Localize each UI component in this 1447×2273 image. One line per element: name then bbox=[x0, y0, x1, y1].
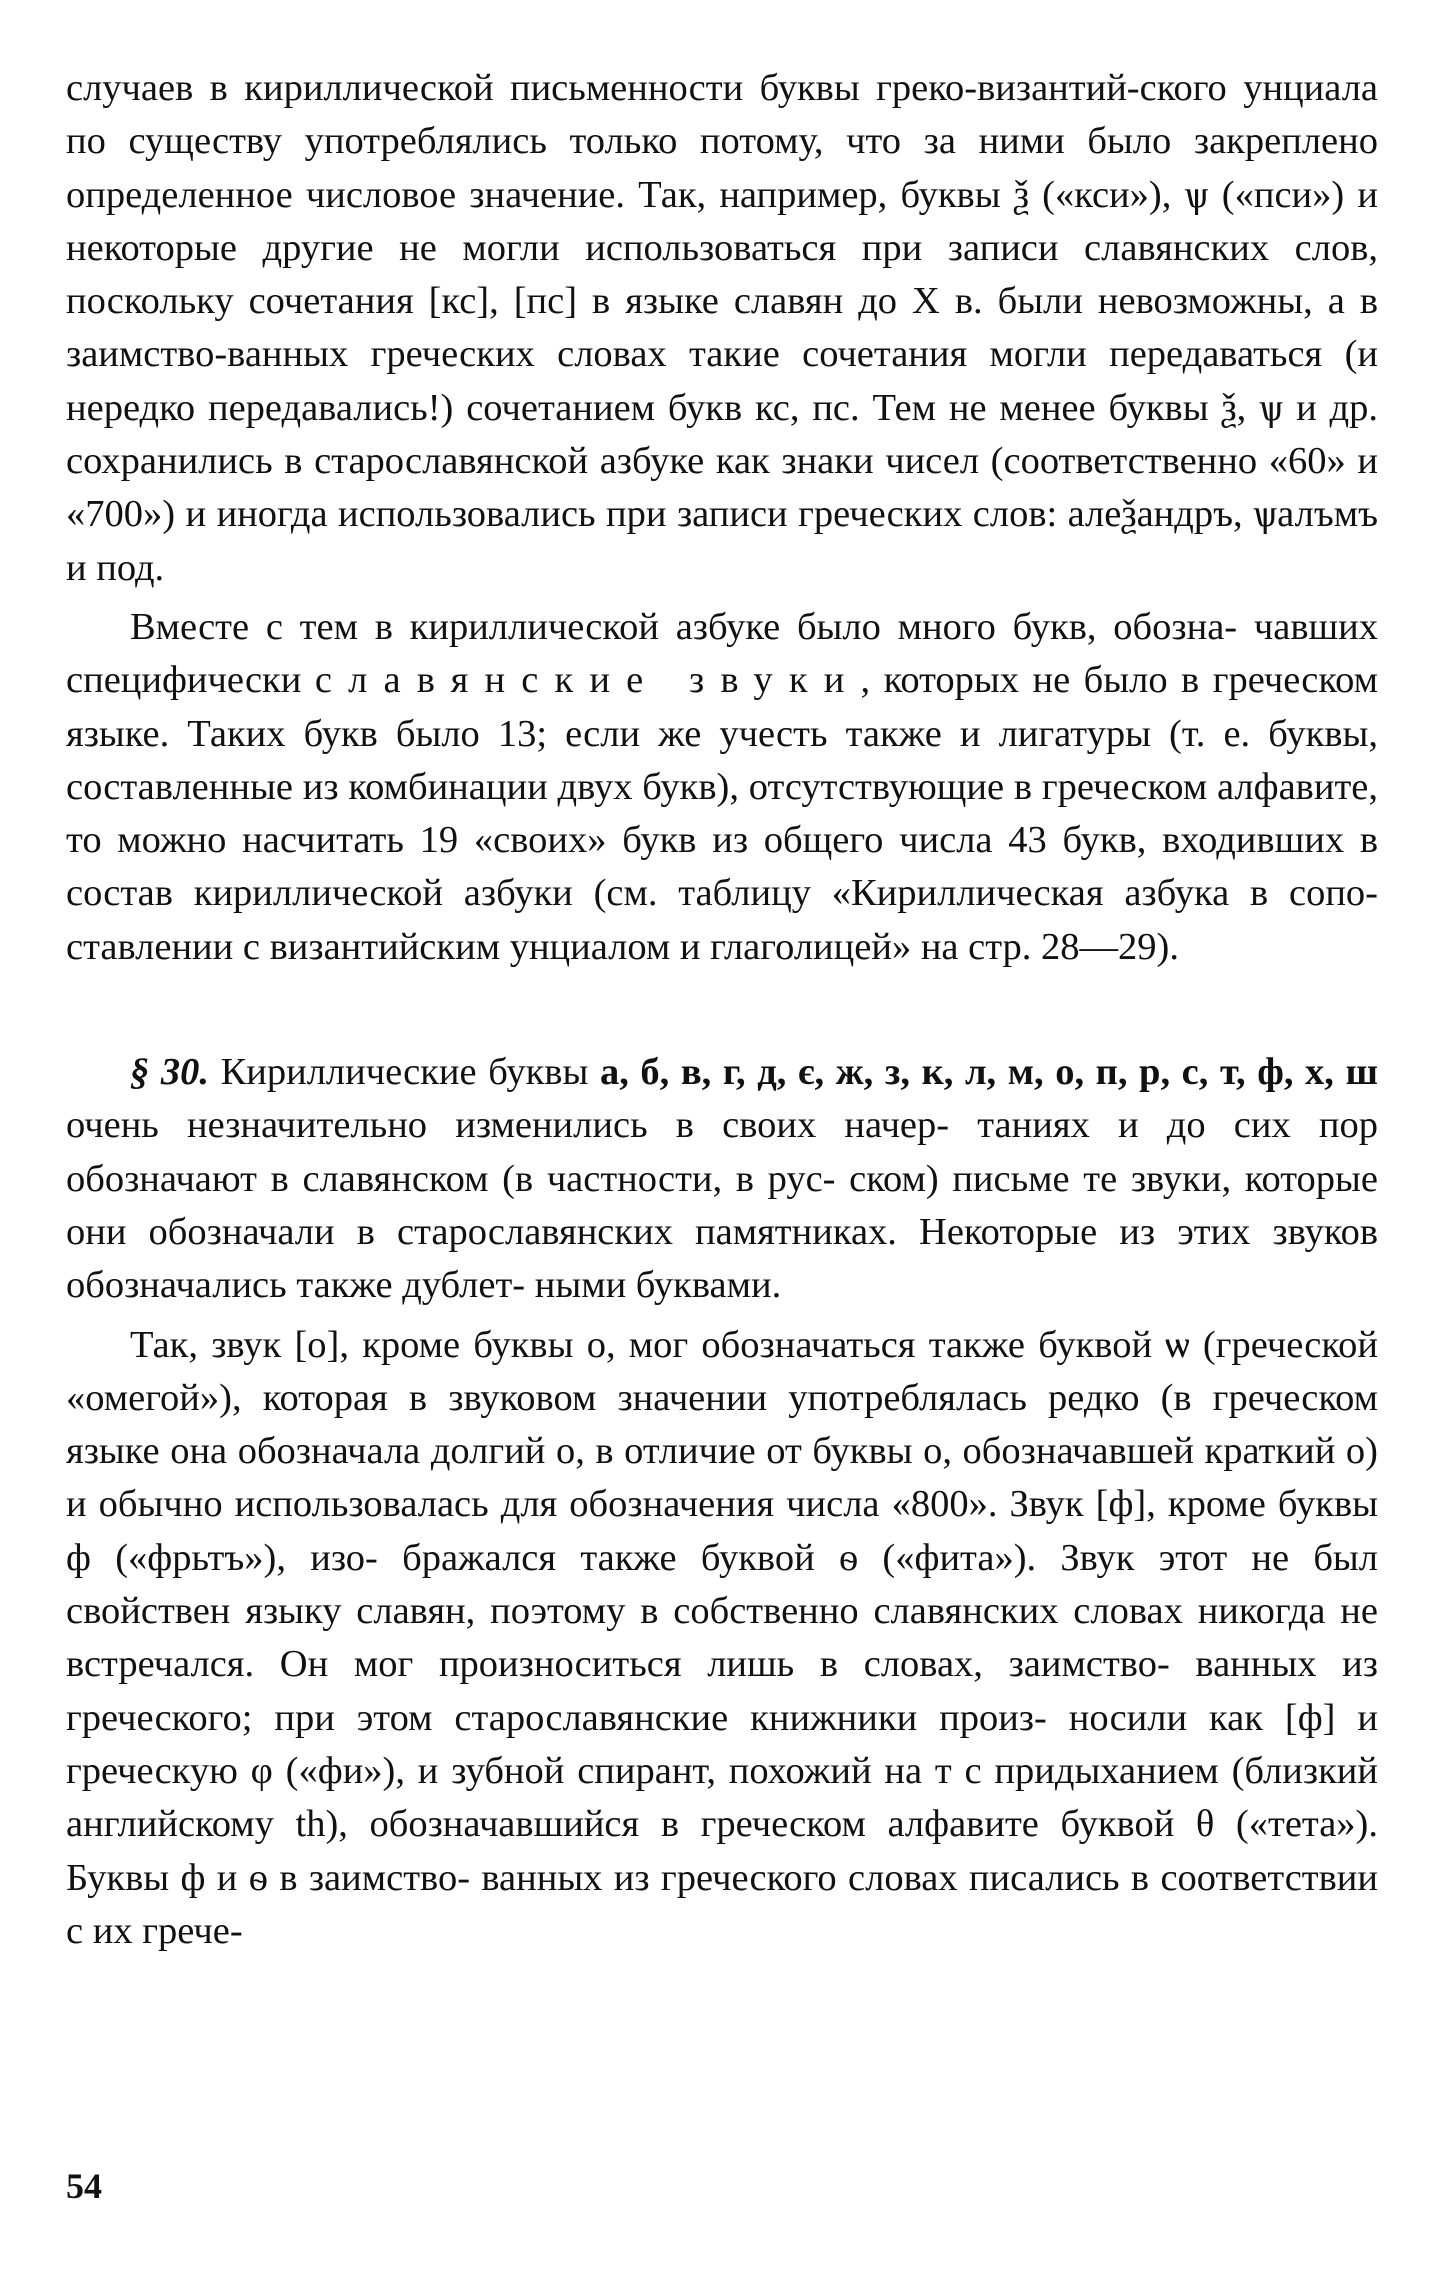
paragraph-3 bbox=[66, 1046, 1378, 1312]
page-number: 54 bbox=[66, 2166, 102, 2206]
emphasized-spaced-phrase: славянские звуки bbox=[314, 659, 861, 702]
paragraph-4: Так, звук [о], кроме буквы о, мог обозначаться также буквой ѡ (греческой «омегой»), которая в звуковом значении употреблялась редко (в греческом языке она обозначала долгий о, в отличие от буквы о, обозначавшей краткий о) и обычно использовалась для обозначения числа «800». Звук [ф], кроме буквы ф («фрьтъ»), изо- бражался также буквой ѳ («фита»). Звук этот не был свойствен языку славян, поэтому в собственно славянских словах никогда не встречался. Он мог произноситься лишь в словах, заимство- ванных из греческого; при этом старославянские книжники произ- носили как [ф] и греческую φ («фи»), и зубной спирант, похожий на т с придыханием (близкий английскому th), обозначавшийся в греческом алфавите буквой θ («тета»). Буквы ф и ѳ в заимство- ванных из греческого словах писались в соответствии с их грече- bbox=[66, 1323, 1378, 1952]
paragraph-1: случаев в кириллической письменности буквы греко-византий-ского унциала по существу употреблялись только потому, что за ними было закреплено определенное числовое значение. Так, например, буквы ѯ («кси»), ѱ («пси») и некоторые другие не могли использоваться при записи славянских слов, поскольку сочетания [кс], [пс] в языке славян до X в. были невозможны, а в заимство-ванных греческих словах такие сочетания могли передаваться (и нередко передавались!) сочетанием букв кс, пс. Тем не менее буквы ѯ, ѱ и др. сохранились в старославянской азбуке как знаки чисел (соответственно «60» и «700») и иногда использовались при записи греческих слов: алеѯандръ, ѱалъмъ и под. bbox=[66, 67, 1378, 589]
paragraph-2 bbox=[66, 601, 1378, 974]
section-number: § 30. bbox=[130, 1051, 209, 1094]
cyrillic-letters-list: а, б, в, г, д, є, ж, з, к, л, м, о, п, р, с, т, ф, х, ш bbox=[599, 1051, 1378, 1094]
section-gap bbox=[66, 974, 1378, 1046]
page-text-block bbox=[66, 62, 1378, 2222]
paragraph-3-text-b: очень незначительно изменились в своих начер- таниях и до сих пор обозначают в славянском (в частности, в рус- ском) письме те звуки, которые они обозначали в старославянских памятниках. Некоторые из этих звуков обозначались также дублет- ными буквами. bbox=[66, 1104, 1378, 1307]
paragraph-3-text-a: Кириллические буквы bbox=[220, 1051, 589, 1094]
paragraph-2-text-b: , которых не было в греческом языке. Таких букв было 13; если же учесть также и лигатуры (т. е. буквы, составленные из комбинации двух букв), отсутствующие в греческом алфавите, то можно насчитать 19 «своих» букв из общего числа 43 букв, входивших в состав кириллической азбуки (см. таблицу «Кириллическая азбука в сопо- ставлении с византийским унциалом и глаголицей» на стр. 28—29). bbox=[66, 659, 1378, 968]
paragraph-2-text-a: Вместе с тем в кириллической азбуке было много букв, обозна- чавших специфически bbox=[66, 605, 1378, 702]
